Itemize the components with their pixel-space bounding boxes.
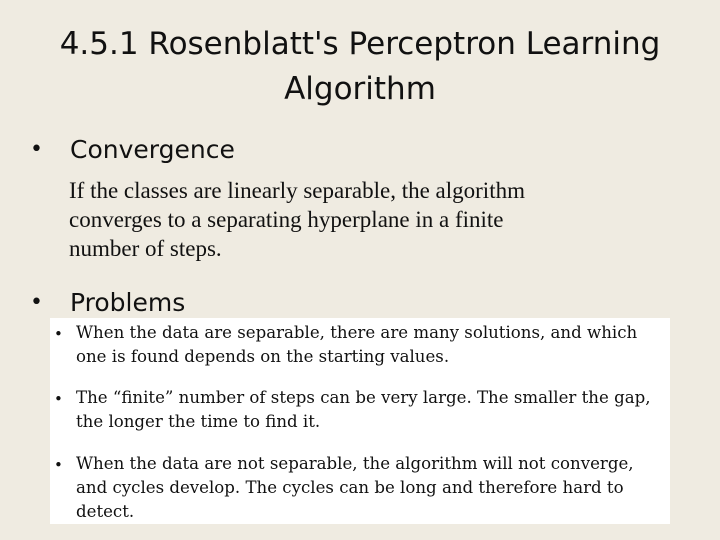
- slide-title: [20, 22, 700, 112]
- problem-line: detect.: [76, 502, 135, 521]
- convergence-text: [69, 176, 669, 263]
- problem-line: The “finite” number of steps can be very large. The smaller the gap,: [76, 388, 651, 407]
- slide-title-line-1: 4.5.1 Rosenblatt's Perceptron Learning: [59, 26, 661, 62]
- convergence-line: number of steps.: [69, 236, 222, 261]
- problem-line: the longer the time to find it.: [76, 412, 321, 431]
- problem-line: When the data are not separable, the algorithm will not converge,: [76, 454, 634, 473]
- section-problems: [30, 288, 185, 318]
- bullet-icon: •: [54, 456, 63, 474]
- convergence-line: If the classes are linearly separable, the algorithm: [69, 178, 525, 203]
- bullet-icon: •: [30, 290, 43, 315]
- bullet-icon: •: [30, 137, 43, 162]
- problems-image: [50, 318, 670, 524]
- bullet-icon: •: [54, 325, 63, 343]
- slide-title-line-2: Algorithm: [284, 71, 436, 107]
- section-heading-convergence: Convergence: [70, 135, 235, 164]
- bullet-icon: •: [54, 390, 63, 408]
- section-heading-problems: Problems: [70, 288, 186, 317]
- problem-line: and cycles develop. The cycles can be long and therefore hard to: [76, 478, 624, 497]
- problem-line: one is found depends on the starting values.: [76, 347, 450, 366]
- problem-line: When the data are separable, there are many solutions, and which: [76, 323, 638, 342]
- convergence-line: converges to a separating hyperplane in a finite: [69, 207, 504, 232]
- section-convergence: [30, 135, 235, 165]
